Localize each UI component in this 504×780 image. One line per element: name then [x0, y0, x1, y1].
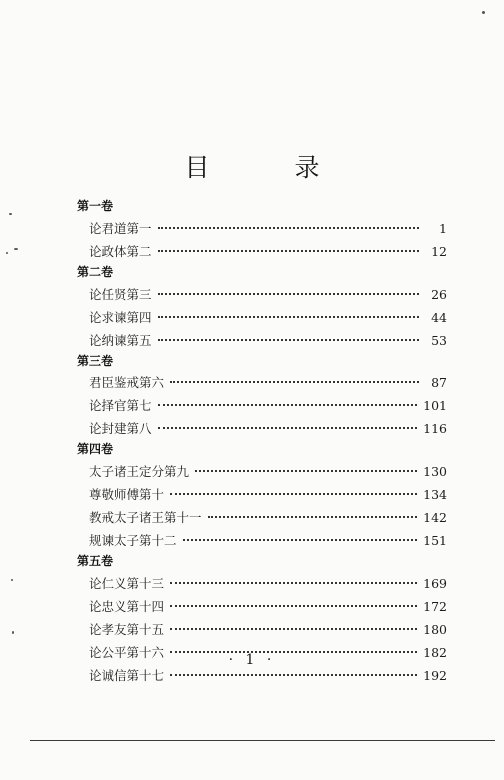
volume-heading: 第一卷: [77, 199, 114, 213]
toc-entry-page-number: 182: [423, 644, 447, 660]
toc-entry-page-number: 12: [431, 243, 447, 259]
table-of-contents: [77, 197, 447, 687]
toc-entry-page-number: 101: [423, 398, 447, 414]
dot-leader: [170, 381, 419, 383]
toc-entry: [77, 417, 447, 440]
scan-speck: [9, 213, 12, 215]
scan-speck: [14, 248, 18, 250]
toc-entry-page-number: 1: [439, 220, 447, 236]
dot-leader: [170, 582, 417, 584]
toc-entry-title: 尊敬师傅第十: [89, 487, 165, 503]
toc-entry: [77, 217, 447, 240]
toc-entry-title: 君臣鉴戒第六: [89, 375, 165, 391]
toc-entry-title: 论仁义第十三: [89, 575, 165, 591]
toc-entry-title: 论诚信第十七: [89, 667, 165, 683]
toc-entry: [77, 371, 447, 394]
toc-entry-title: 论孝友第十五: [89, 621, 165, 637]
toc-entry-page-number: 26: [431, 286, 447, 302]
dot-leader: [158, 404, 418, 406]
toc-entry: [77, 618, 447, 641]
dot-leader: [195, 470, 417, 472]
dot-leader: [183, 539, 418, 541]
volume-heading: 第二卷: [77, 264, 114, 279]
toc-entry: [77, 460, 447, 483]
toc-entry-page-number: 134: [423, 487, 447, 503]
dot-leader: [208, 516, 418, 518]
toc-entry: [77, 283, 447, 306]
toc-entry-title: 论封建第八: [89, 421, 152, 437]
toc-entry-title: 论君道第一: [89, 220, 152, 236]
toc-entry: [77, 572, 447, 595]
toc-entry-title: 规谏太子第十二: [89, 533, 177, 549]
volume-heading: 第四卷: [77, 442, 114, 457]
dot-leader: [170, 674, 417, 676]
toc-entry: [77, 394, 447, 417]
toc-entry-title: 论忠义第十四: [89, 598, 165, 614]
toc-entry-page-number: 53: [431, 332, 447, 348]
toc-entry-page-number: 169: [423, 575, 447, 591]
scan-speck: [12, 631, 14, 634]
toc-entry-title: 教戒太子诸王第十一: [89, 510, 202, 526]
toc-entry-page-number: 130: [423, 464, 447, 480]
dot-leader: [158, 339, 419, 341]
toc-entry-title: 论纳谏第五: [89, 332, 152, 348]
volume-heading: 第三卷: [77, 353, 114, 368]
toc-entry: [77, 595, 447, 618]
dot-leader: [170, 605, 417, 607]
page-title: 目 录: [184, 153, 350, 182]
toc-entry-title: 太子诸王定分第九: [89, 464, 190, 480]
dot-leader: [158, 227, 419, 229]
toc-entry: [77, 329, 447, 352]
scan-speck: [482, 11, 485, 14]
dot-leader: [158, 293, 419, 295]
toc-entry-page-number: 172: [423, 598, 447, 614]
toc-entry: [77, 506, 447, 529]
dot-leader: [158, 316, 419, 318]
toc-entry-page-number: 180: [423, 621, 447, 637]
toc-entry-page-number: 151: [423, 533, 447, 549]
toc-entry-page-number: 44: [431, 309, 447, 325]
dot-leader: [158, 427, 418, 429]
volume-heading: 第五卷: [77, 554, 114, 569]
page-number: · 1 ·: [228, 652, 276, 668]
toc-entry-title: 论公平第十六: [89, 644, 165, 660]
toc-entry: [77, 240, 447, 263]
toc-entry-title: 论政体第二: [89, 243, 152, 259]
toc-entry: [77, 483, 447, 506]
toc-entry: [77, 306, 447, 329]
toc-entry-page-number: 87: [431, 375, 447, 391]
toc-entry-page-number: 116: [423, 421, 447, 437]
toc-entry-title: 论求谏第四: [89, 309, 152, 325]
dot-leader: [170, 493, 417, 495]
scan-speck: [11, 579, 13, 581]
scan-speck: [6, 252, 8, 254]
dot-leader: [158, 250, 419, 252]
toc-entry-page-number: 192: [423, 667, 447, 683]
toc-entry-title: 论任贤第三: [89, 286, 152, 302]
toc-entry: [77, 529, 447, 552]
dot-leader: [170, 628, 417, 630]
toc-entry-title: 论择官第七: [89, 398, 152, 414]
toc-entry-page-number: 142: [423, 510, 447, 526]
bottom-rule: [30, 740, 495, 741]
